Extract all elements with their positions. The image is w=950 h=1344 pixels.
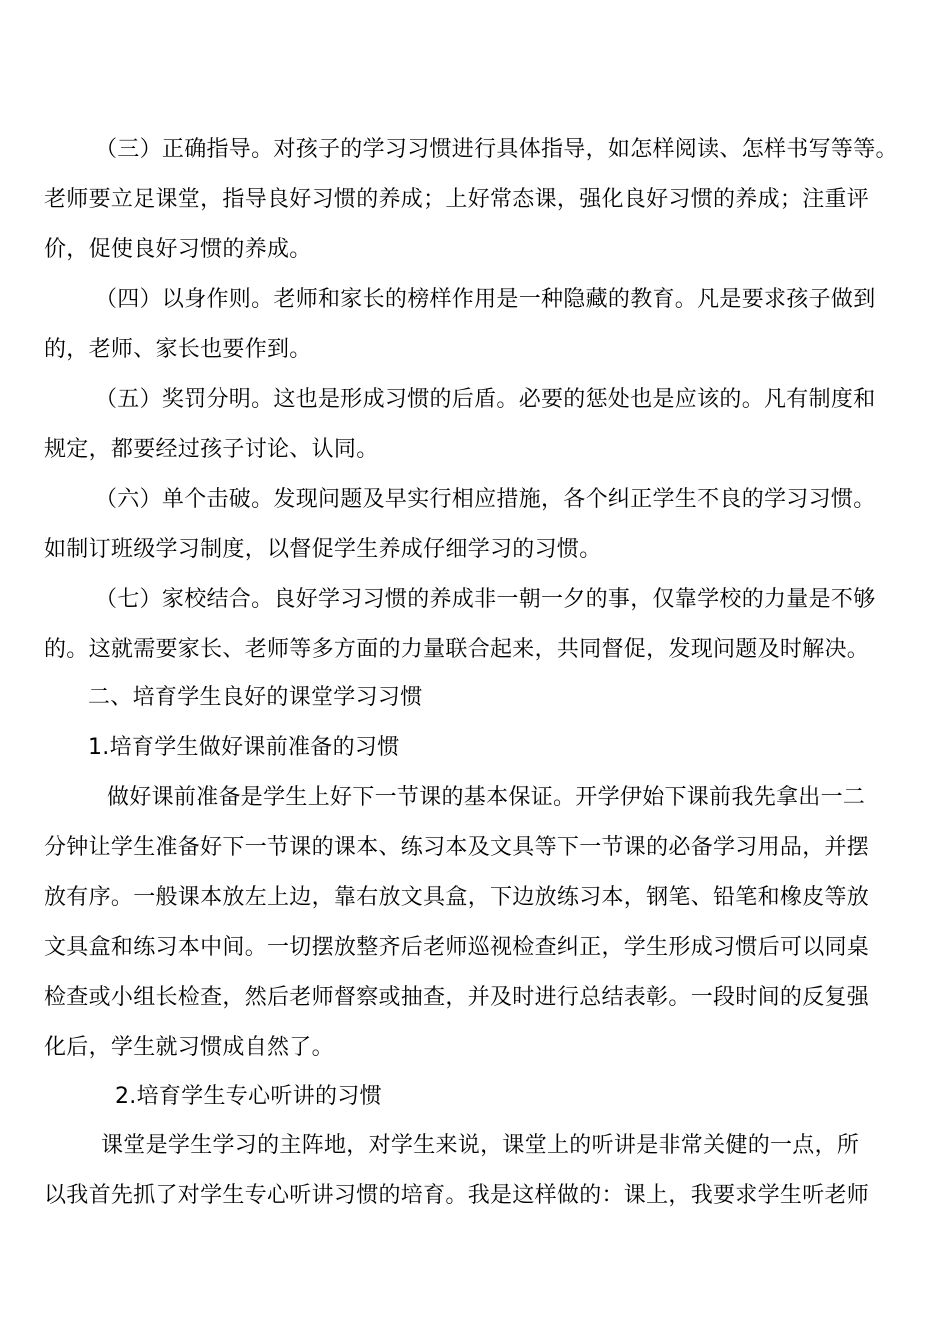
paragraph-line: 文具盒和练习本中间。一切摆放整齐后老师巡视检查纠正，学生形成习惯后可以同桌 xyxy=(44,935,870,960)
paragraph-line: 放有序。一般课本放左上边，靠右放文具盒，下边放练习本，钢笔、铅笔和橡皮等放 xyxy=(44,885,870,910)
subsection-heading: 1.培育学生做好课前准备的习惯 xyxy=(88,735,400,760)
paragraph-line: 规定，都要经过孩子讨论、认同。 xyxy=(44,437,379,462)
paragraph-line: 价，促使良好习惯的养成。 xyxy=(44,237,312,262)
section-heading: 二、培育学生良好的课堂学习习惯 xyxy=(88,685,423,710)
paragraph-line: （五）奖罚分明。这也是形成习惯的后盾。必要的惩处也是应该的。凡有制度和 xyxy=(95,387,876,412)
paragraph-line: （七）家校结合。良好学习习惯的养成非一朝一夕的事，仅靠学校的力量是不够 xyxy=(95,587,876,612)
paragraph-line: 的。这就需要家长、老师等多方面的力量联合起来，共同督促，发现问题及时解决。 xyxy=(44,637,870,662)
paragraph-line: 以我首先抓了对学生专心听讲习惯的培育。我是这样做的：课上，我要求学生听老师 xyxy=(44,1183,870,1208)
paragraph-line: （三）正确指导。对孩子的学习习惯进行具体指导，如怎样阅读、怎样书写等等。 xyxy=(95,137,898,162)
paragraph-line: 老师要立足课堂，指导良好习惯的养成；上好常态课，强化良好习惯的养成；注重评 xyxy=(44,187,870,212)
paragraph-line: 化后，学生就习惯成自然了。 xyxy=(44,1035,334,1060)
paragraph-line: 的，老师、家长也要作到。 xyxy=(44,337,312,362)
paragraph-line: （六）单个击破。发现问题及早实行相应措施，各个纠正学生不良的学习习惯。 xyxy=(95,487,876,512)
paragraph-line: 分钟让学生准备好下一节课的课本、练习本及文具等下一节课的必备学习用品，并摆 xyxy=(44,835,870,860)
paragraph-line: 检查或小组长检查，然后老师督察或抽查，并及时进行总结表彰。一段时间的反复强 xyxy=(44,985,870,1010)
paragraph-line: 课堂是学生学习的主阵地，对学生来说，课堂上的听讲是非常关健的一点，所 xyxy=(101,1133,860,1158)
paragraph-line: 如制订班级学习制度，以督促学生养成仔细学习的习惯。 xyxy=(44,537,602,562)
paragraph-line: （四）以身作则。老师和家长的榜样作用是一种隐藏的教育。凡是要求孩子做到 xyxy=(95,287,876,312)
paragraph-line: 做好课前准备是学生上好下一节课的基本保证。开学伊始下课前我先拿出一二 xyxy=(107,785,866,810)
subsection-heading: 2.培育学生专心听讲的习惯 xyxy=(115,1084,382,1109)
